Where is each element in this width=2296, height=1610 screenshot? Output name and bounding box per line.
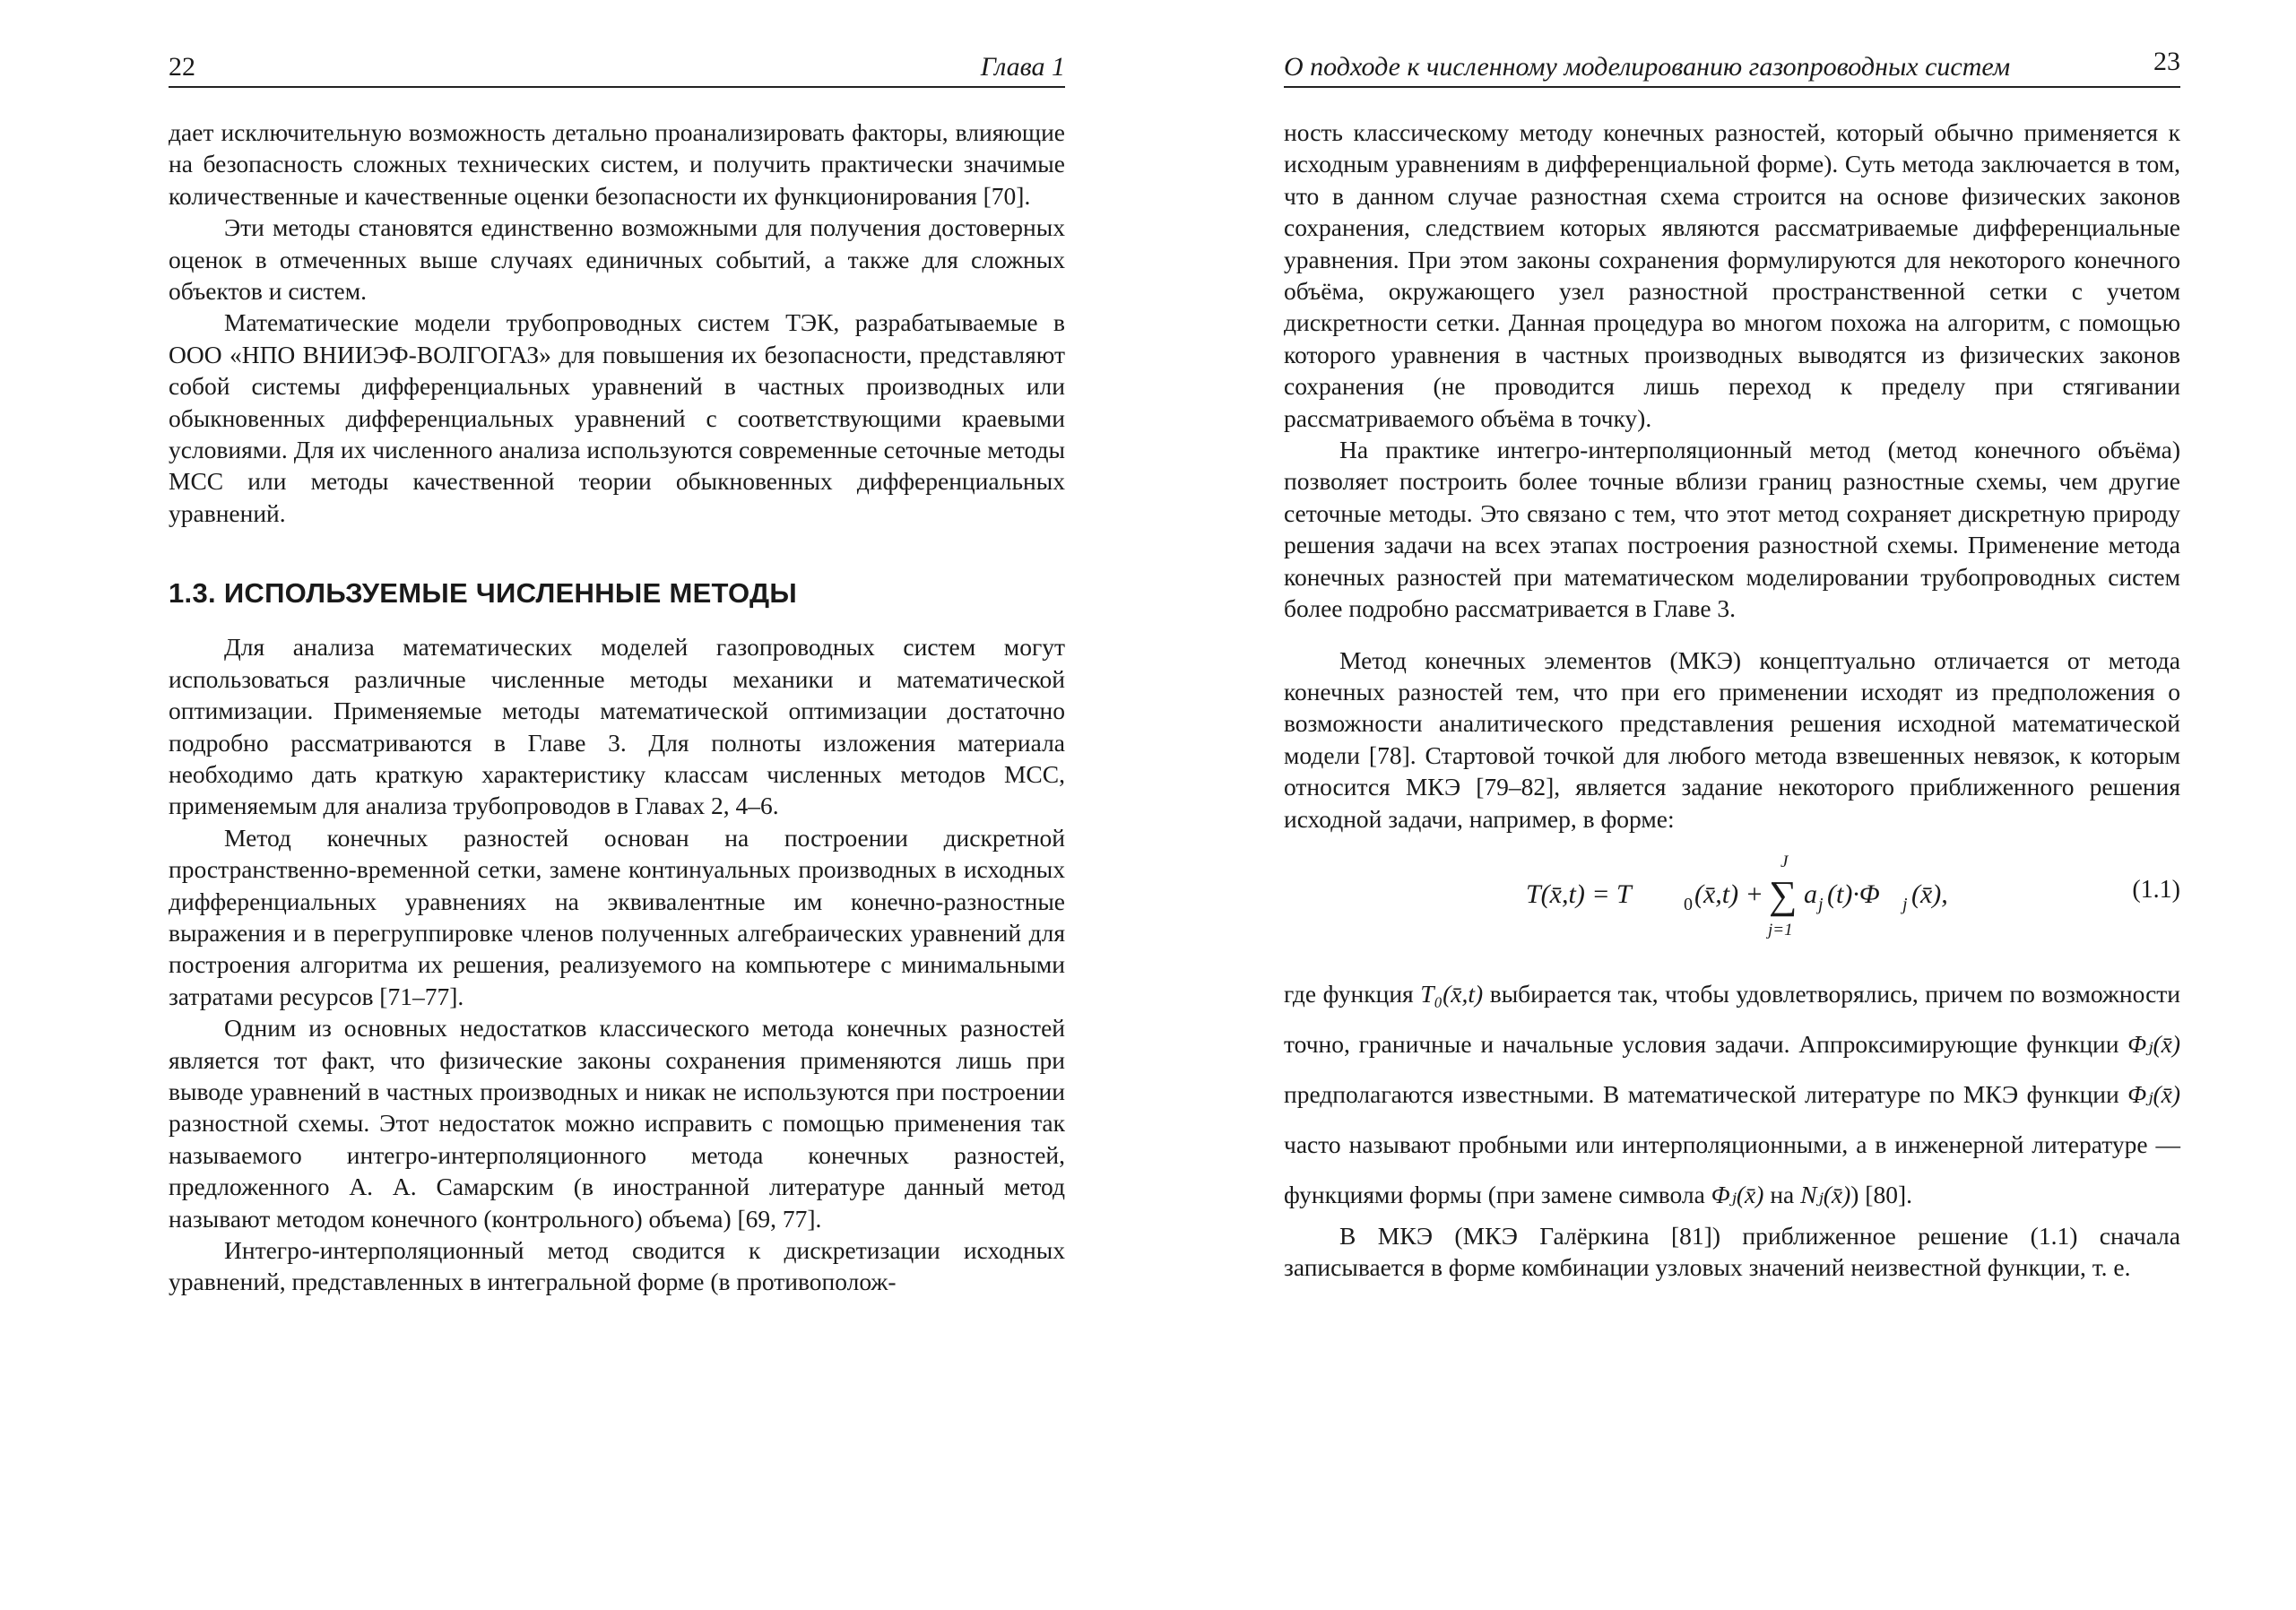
paragraph: Математические модели трубопроводных систем ТЭК, разрабатываемые в ООО «НПО ВНИИЭФ-ВОЛГОГАЗ» для повышения их безопасности, представляют собой системы дифференциальных уравнений в частных производных или обыкновенных дифференциальных уравнений с соответствующими краевыми условиями. Для их численного анализа используются современные сеточные методы МСС или методы качественной теории обыкновенных дифференциальных уравнений.: [169, 308, 1065, 527]
formula-subscript-j: j: [1818, 894, 1824, 914]
inline-formula: Φⱼ(x̄): [1711, 1180, 1764, 1208]
right-page: [1284, 0, 2180, 1610]
right-page-body: [1284, 117, 2180, 1284]
inline-formula: Φⱼ(x̄): [2127, 1029, 2180, 1058]
inline-formula: T₀(x̄,t): [1420, 979, 1484, 1008]
formula-sum-lower: j=1: [1768, 920, 1793, 939]
paragraph: Метод конечных разностей основан на построении дискретной пространственно-временной сетки, замене континуальных производных в исходных дифференциальных уравнениях на эквивалентные им конечно-разностные выражения и в перегруппировке членов полученных алгебраических уравнений для построения алгоритма их решения, реализуемого на компьютере с минимальными затратами ресурсов [71–77].: [169, 823, 1065, 1010]
paragraph: Одним из основных недостатков классического метода конечных разностей является тот факт, что физические законы сохранения применяются лишь при выводе уравнений в частных производных и никак не используются при построении разностной схемы. Этот недостаток можно исправить с помощью применения так называемого интегро-интерполяционного метода конечных разностей, предложенного А. А. Самарским (в иностранной литературе данный метод называют методом конечного (контрольного) объема) [69, 77].: [169, 1014, 1065, 1233]
right-running-head: О подходе к численному моделированию газопроводных систем: [1284, 52, 2011, 82]
text-fragment: где функция: [1284, 979, 1414, 1008]
formula-at-phi: (t)·Φ: [1827, 879, 1880, 909]
paragraph: ность классическому методу конечных разностей, который обычно применяется к исходным уравнениям в дифференциальной форме). Суть метода заключается в том, что в данном случае разностная схема строится на основе физических законов сохранения, следствием которых являются рассматриваемые дифференциальные уравнения. При этом законы сохранения формулируются для некоторого конечного объёма, окружающего узел разностной пространственной сетки с учетом дискретности сетки. Данная процедура во многом похожа на алгоритм, с помощью которого уравнения в частных производных выводятся из физических законов сохранения (не проводится лишь переход к пределу при стягивании рассматриваемого объёма в точку).: [1284, 118, 2180, 432]
section-heading: 1.3. ИСПОЛЬЗУЕМЫЕ ЧИСЛЕННЫЕ МЕТОДЫ: [169, 577, 798, 610]
left-page-body: [169, 117, 1065, 1298]
right-page-number: 23: [2153, 47, 2180, 76]
paragraph: Эти методы становятся единственно возможными для получения достоверных оценок в отмеченных выше случаях единичных событий, а также для сложных объектов и систем.: [169, 213, 1065, 306]
text-fragment: предполагаются известными. В математической литературе по МКЭ функции: [1284, 1079, 2119, 1108]
text-fragment: выбирается так, чтобы удовлетворялись, причем по возможности точно, граничные и начальные условия задачи. Аппроксимирующие функции: [1284, 979, 2181, 1058]
paragraph: На практике интегро-интерполяционный метод (метод конечного объёма) позволяет построить более точные вблизи границ разностные схемы, чем другие сеточные методы. Это связано с тем, что этот метод сохраняет дискретную природу решения задачи на всех этапах построения разностной схемы. Применение метода конечных разностей при математическом моделировании трубопроводных систем более подробно рассматривается в Главе 3.: [1284, 436, 2180, 623]
left-page: [169, 0, 1065, 1610]
formula-sum-upper: J: [1780, 852, 1789, 871]
formula-graphic: [1284, 849, 2180, 948]
formula-tail: (x̄),: [1911, 879, 1948, 909]
formula-lhs: T(x̄,t) = T: [1526, 879, 1632, 909]
formula-subscript-0: 0: [1684, 894, 1693, 914]
inline-formula: Nⱼ(x̄): [1800, 1180, 1851, 1208]
paragraph: В МКЭ (МКЭ Галёркина [81]) приближенное решение (1.1) сначала записывается в форме комбинации узловых значений неизвестной функции, т. е.: [1284, 1221, 2180, 1282]
text-fragment: часто называют пробными или интерполяционными, а в инженерной литературе — функциями формы (при замене символа: [1284, 1130, 2180, 1208]
left-page-header: [169, 39, 1065, 88]
formula-number: (1.1): [2132, 875, 2180, 904]
paragraph: Метод конечных элементов (МКЭ) концептуально отличается от метода конечных разностей тем, что при его применении исходят из предположения о возможности аналитического представления решения исходной математической модели [78]. Стартовой точкой для любого метода взвешенных невязок, к которым относится МКЭ [79–82], является задание некоторого приближенного решения исходной задачи, например, в форме:: [1284, 645, 2180, 833]
right-page-header: [1284, 39, 2180, 88]
paragraph: Для анализа математических моделей газопроводных систем могут использоваться различные численные методы механики и математической оптимизации. Применяемые методы математической оптимизации достаточно подробно рассматриваются в Главе 3. Для полноты изложения материала необходимо дать краткую характеристику классам численных методов МСС, применяемым для анализа трубопроводов в Главах 2, 4–6.: [169, 633, 1065, 820]
left-running-head: Глава 1: [980, 52, 1065, 82]
formula-a: a: [1804, 879, 1817, 909]
formula-phi-subscript: j: [1902, 894, 1908, 914]
text-fragment: на: [1770, 1180, 1795, 1208]
inline-formula: Φⱼ(x̄): [2127, 1079, 2181, 1108]
text-fragment: ) [80].: [1850, 1180, 1912, 1208]
left-page-number: 22: [169, 52, 195, 82]
formula-1-1: [1284, 849, 2180, 948]
formula-mid: (x̄,t) +: [1694, 879, 1763, 909]
formula-sum-sign: ∑: [1769, 872, 1798, 917]
paragraph: дает исключительную возможность детально проанализировать факторы, влияющие на безопасность сложных технических систем, и получить практически значимые количественные и качественные оценки безопасности их функционирования [70].: [169, 118, 1065, 210]
paragraph: Интегро-интерполяционный метод сводится к дискретизации исходных уравнений, представленных в интегральной форме (в противополож-: [169, 1236, 1065, 1296]
paragraph: [1284, 969, 2180, 1220]
